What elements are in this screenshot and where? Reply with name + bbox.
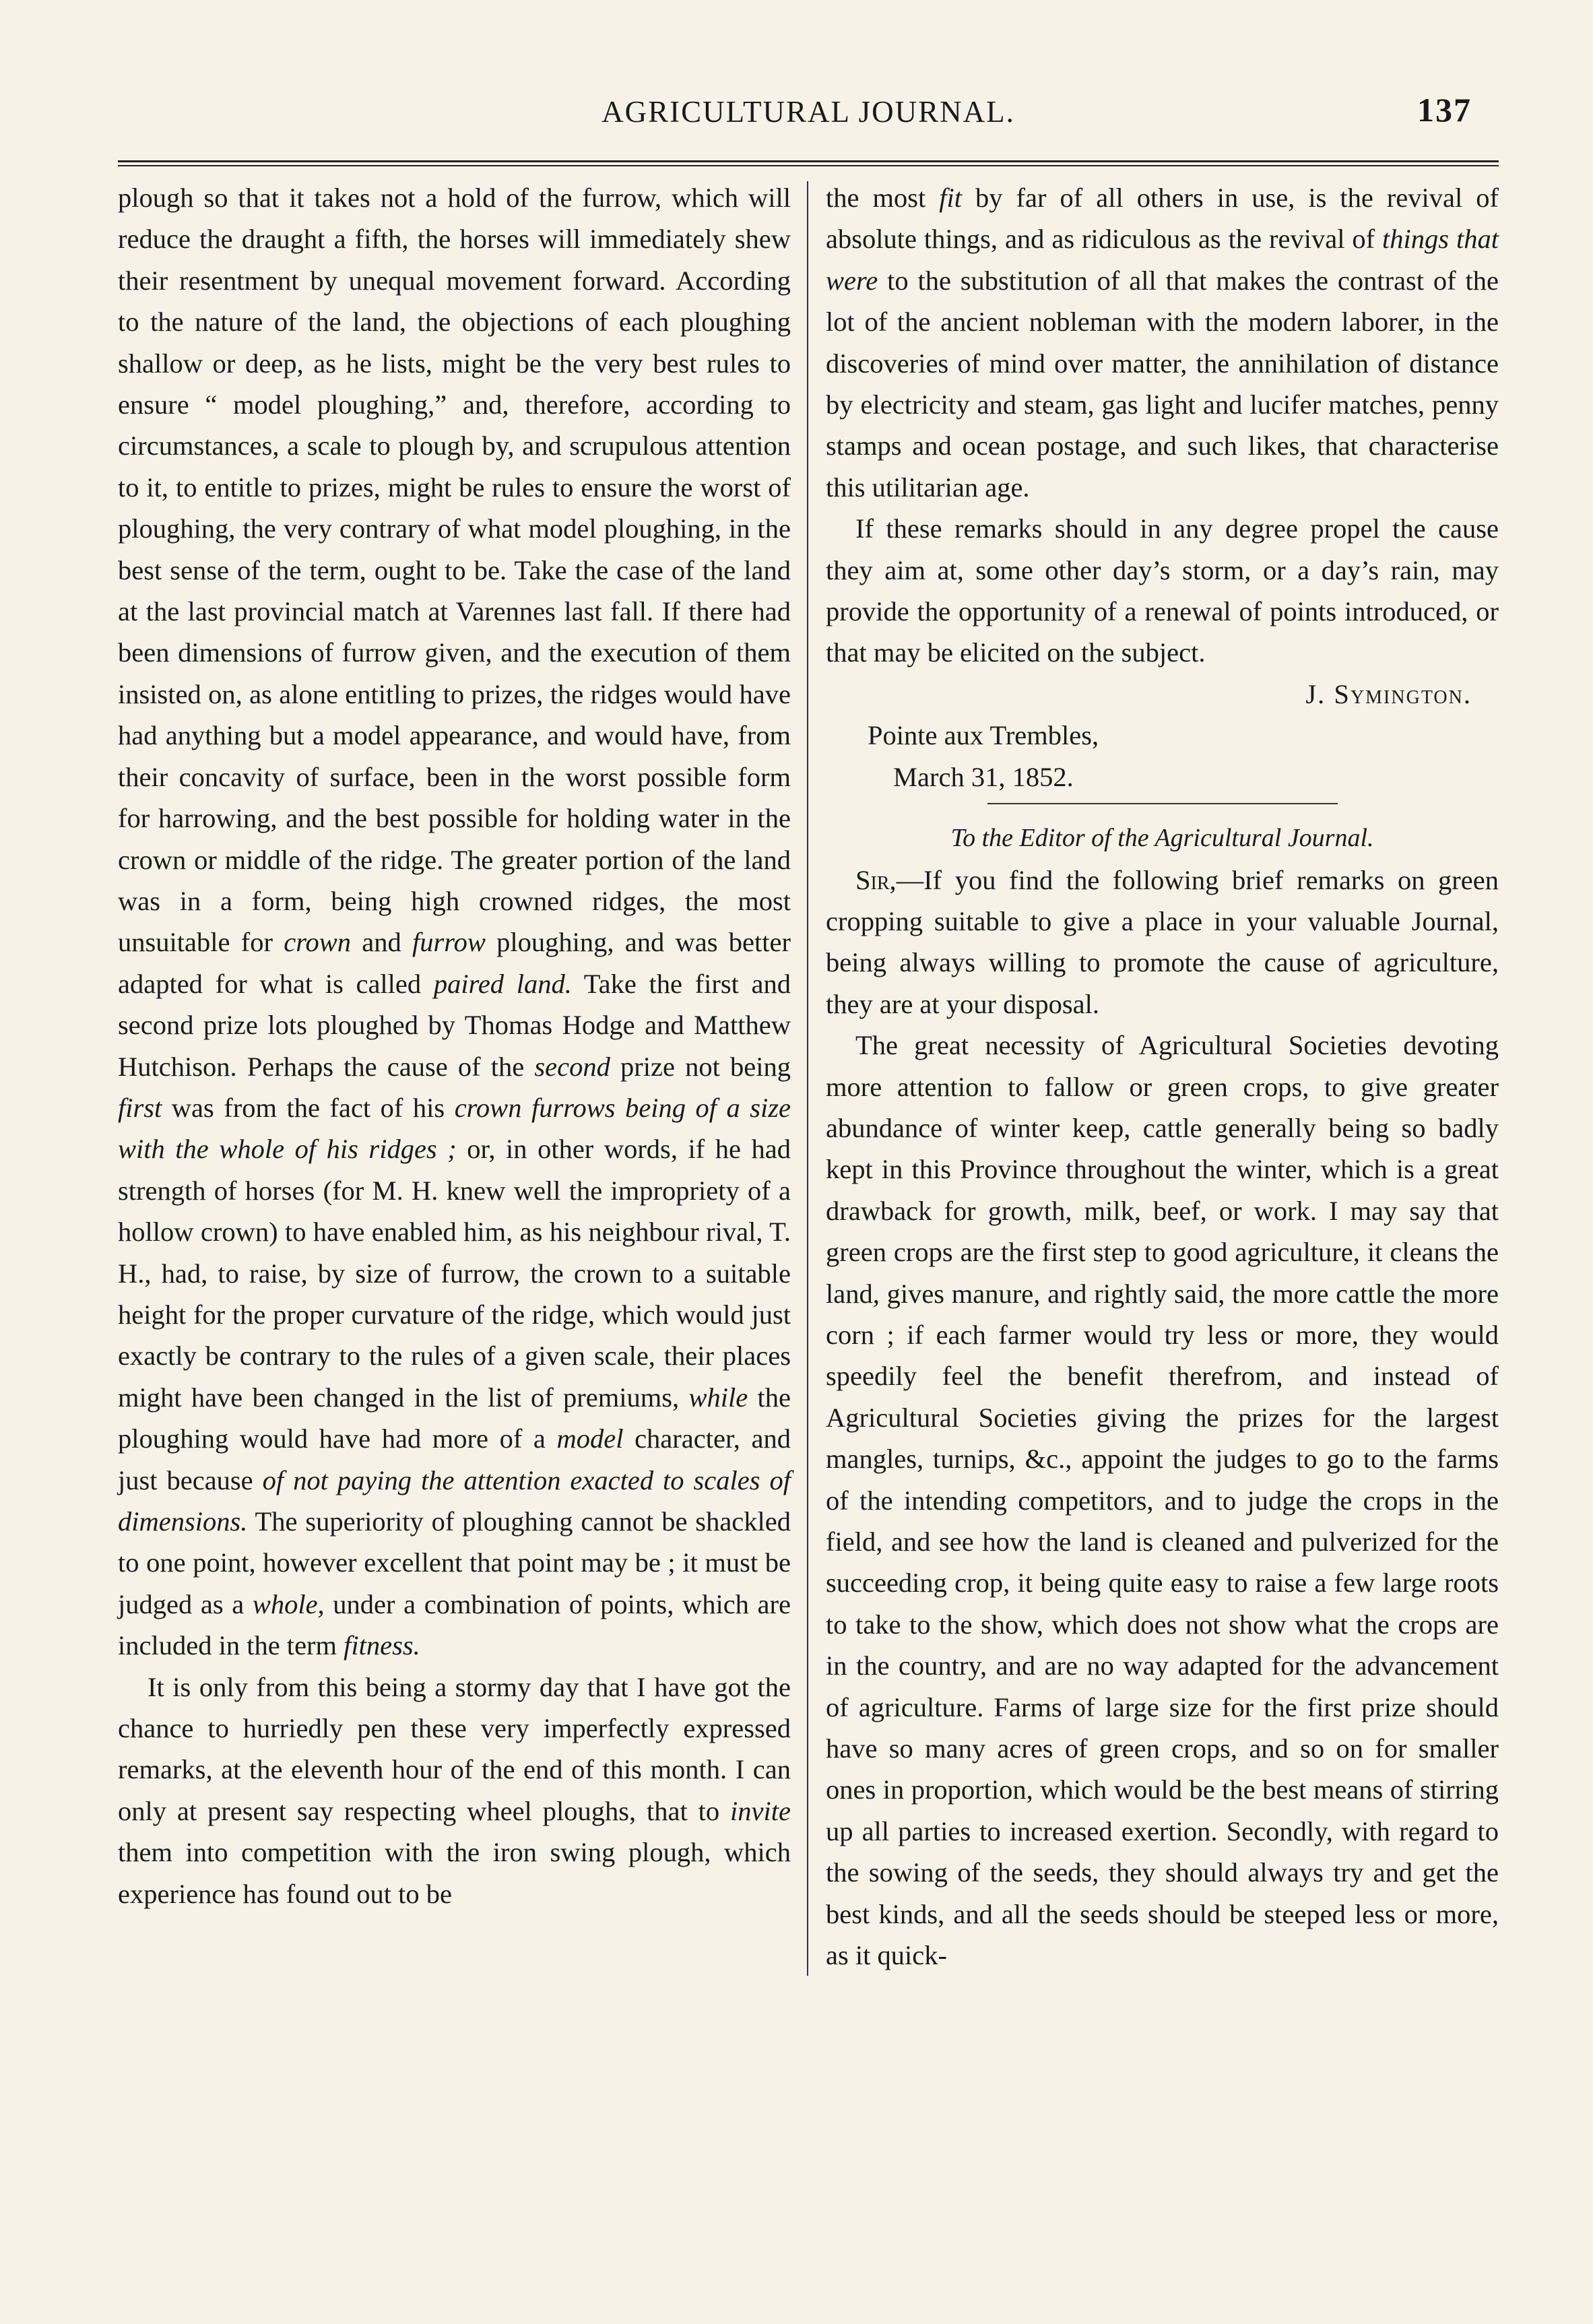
- two-column-body: [118, 177, 1499, 1976]
- running-header: [118, 91, 1499, 135]
- place-line: Pointe aux Trembles,: [868, 720, 1099, 751]
- header-rule: [118, 160, 1499, 166]
- right-paragraph-1: the most fit by far of all others in use, is the revival of absolute things, and as ridiculous as the revival of things that were to the substitution of all that makes the contrast of the lot of the ancient nobleman with the modern laborer, in the discoveries of mind over matter, the annihilation of distance by electricity and steam, gas light and lucifer matches, penny stamps and ocean postage, and such likes, that characterise this utilitarian age.: [826, 183, 1499, 503]
- journal-title: AGRICULTURAL JOURNAL.: [602, 95, 1015, 129]
- left-paragraph-1: plough so that it takes not a hold of the furrow, which will reduce the draught a fifth, the horses will immediately shew their resentment by unequal movement forward. According to the nature of the land, the objections of each ploughing shallow or deep, as he lists, might be the very best rules to ensure “ model ploughing,” and, therefore, according to circumstances, a scale to plough by, and scrupulous attention to it, to entitle to prizes, might be rules to ensure the worst of ploughing, the very contrary of what model ploughing, in the best sense of the term, ought to be. Take the case of the land at the last provincial match at Varennes last fall. If there had been dimensions of furrow given, and the execution of them insisted on, as alone entitling to prizes, the ridges would have had anything but a model appearance, and would have, from their concavity of surface, been in the worst possible form for harrowing, and the best possible for holding water in the crown or middle of the ridge. The greater portion of the land was in a form, being high crowned ridges, the most unsuitable for crown and furrow ploughing, and was better adapted for what is called paired land. Take the first and second prize lots ploughed by Thomas Hodge and Matthew Hutchison. Perhaps the cause of the second prize not being first was from the fact of his crown furrows being of a size with the whole of his ridges ; or, in other words, if he had strength of horses (for M. H. knew well the impropriety of a hollow crown) to have enabled him, as his neighbour rival, T. H., had, to raise, by size of furrow, the crown to a suitable height for the proper curvature of the ridge, which would just exactly be contrary to the rules of a given scale, their places might have been changed in the list of premiums, while the ploughing would have had more of a model character, and just because of not paying the attention exacted to scales of dimensions. The superiority of ploughing cannot be shackled to one point, however excellent that point may be ; it must be judged as a whole, under a combination of points, which are included in the term fitness.: [118, 183, 791, 1661]
- date-line: March 31, 1852.: [893, 761, 1074, 792]
- left-column: [118, 177, 807, 1976]
- signature: J. Symington.: [1305, 678, 1472, 709]
- section-rule: [987, 803, 1338, 804]
- right-paragraph-3: Sir,—If you find the following brief remarks on green cropping suitable to give a place in your valuable Journal, being always willing to promote the cause of agriculture, they are at your disposal.: [826, 864, 1499, 1019]
- right-paragraph-2: If these remarks should in any degree propel the cause they aim at, some other day’s storm, or a day’s rain, may provide the opportunity of a renewal of points introduced, or that may be elicited on the subject.: [826, 513, 1499, 668]
- right-paragraph-4: The great necessity of Agricultural Societies devoting more attention to fallow or green crops, to give greater abundance of winter keep, cattle generally being so badly kept in this Province throughout the winter, which is a great drawback for growth, milk, beef, or work. I may say that green crops are the first step to good agriculture, it cleans the land, gives manure, and rightly said, the more cattle the more corn ; if each farmer would try less or more, they would speedily feel the benefit therefrom, and instead of Agricultural Societies giving the prizes for the largest mangles, turnips, &c., appoint the judges to go to the farms of the intending competitors, and to judge the crops in the field, and see how the land is cleaned and pulverized for the succeeding crop, it being quite easy to raise a few large roots to take to the show, which does not show what the crops are in the country, and are no way adapted for the advancement of agriculture. Farms of large size for the first prize should have so many acres of green crops, and so on for smaller ones in proportion, which would be the best means of stirring up all parties to increased exertion. Secondly, with regard to the sowing of the seeds, they should always try and get the best kinds, and all the seeds should be steeped less or more, as it quick-: [826, 1030, 1499, 1971]
- left-paragraph-2: It is only from this being a stormy day that I have got the chance to hurriedly pen these very imperfectly expressed remarks, at the eleventh hour of the end of this month. I can only at present say respecting wheel ploughs, that to invite them into competition with the iron swing plough, which experience has found out to be: [118, 1671, 791, 1909]
- page-number: 137: [1417, 91, 1472, 129]
- letter-heading: To the Editor of the Agricultural Journal.: [950, 824, 1374, 853]
- salutation: Sir,: [855, 864, 897, 895]
- right-column: [808, 177, 1499, 1976]
